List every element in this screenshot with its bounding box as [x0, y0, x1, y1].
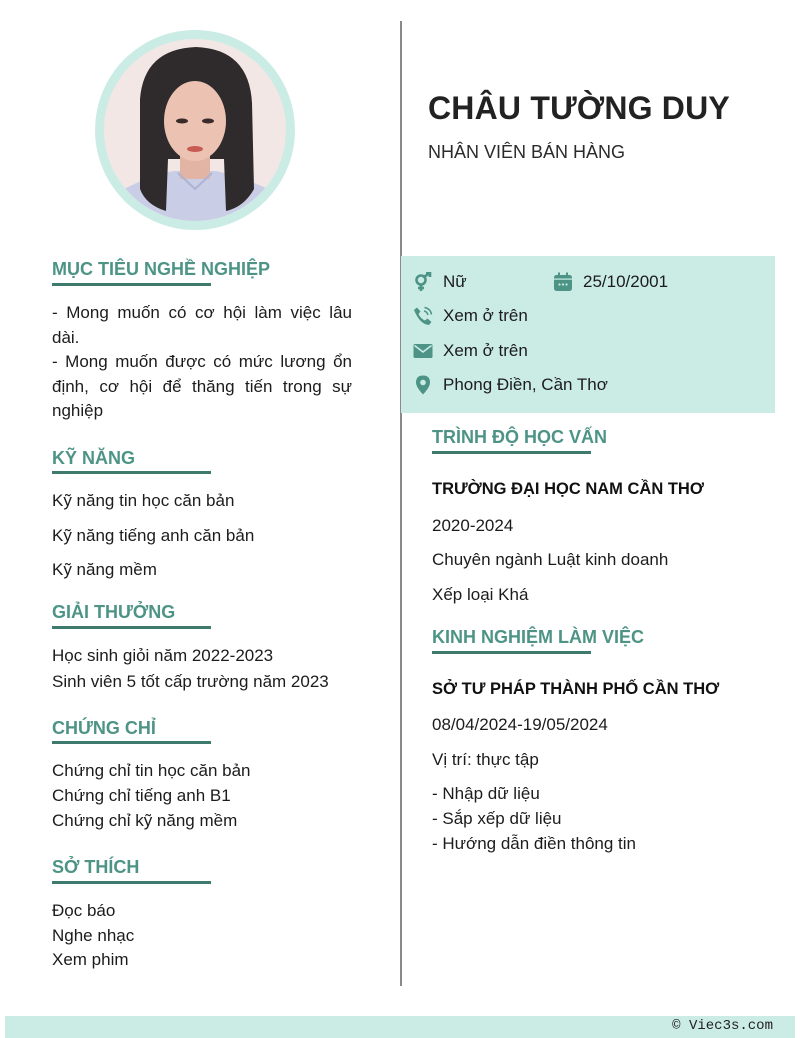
job-title: NHÂN VIÊN BÁN HÀNG [428, 142, 626, 162]
copyright-text: © Viec3s.com [672, 1018, 773, 1034]
education-heading: TRÌNH ĐỘ HỌC VẤN [432, 427, 607, 447]
skills-heading: KỸ NĂNG [52, 448, 136, 468]
certificate-item: Chứng chỉ tin học căn bản [52, 761, 251, 780]
candidate-name: CHÂU TƯỜNG DUY [428, 90, 730, 126]
hobby-item: Đọc báo [52, 901, 116, 920]
contact-gender [413, 272, 467, 292]
contact-address [413, 375, 608, 395]
experience-role: Vị trí: thực tập [432, 750, 539, 769]
awards-heading: GIẢI THƯỞNG [52, 602, 176, 622]
hobbies-underline [52, 881, 211, 884]
experience-task: - Hướng dẫn điền thông tin [432, 834, 636, 853]
hobbies-heading: SỞ THÍCH [52, 857, 140, 877]
footer-bar [5, 1016, 795, 1038]
contact-email [413, 341, 528, 361]
certificate-item: Chứng chỉ tiếng anh B1 [52, 786, 231, 805]
experience-heading: KINH NGHIỆM LÀM VIỆC [432, 627, 645, 647]
objective-line: - Mong muốn có cơ hội làm việc lâu dài. [52, 303, 352, 347]
experience-underline [432, 651, 591, 654]
envelope-icon [413, 341, 433, 361]
experience-period: 08/04/2024-19/05/2024 [432, 715, 608, 734]
hobby-item: Nghe nhạc [52, 926, 135, 945]
school-name: TRƯỜNG ĐẠI HỌC NAM CẦN THƠ [432, 480, 704, 498]
contact-info-box [401, 256, 775, 413]
objective-line: - Mong muốn được có mức lương ổn định, cơ hội để thăng tiến trong sự nghiệp [52, 352, 352, 420]
skill-item: Kỹ năng mềm [52, 560, 157, 579]
experience-task: - Sắp xếp dữ liệu [432, 809, 562, 828]
education-period: 2020-2024 [432, 516, 514, 535]
gender-icon [413, 272, 433, 292]
map-pin-icon [413, 375, 433, 395]
objective-heading: MỤC TIÊU NGHỀ NGHIỆP [52, 259, 271, 279]
column-divider [400, 21, 402, 986]
hobby-item: Xem phim [52, 950, 129, 969]
experience-task: - Nhập dữ liệu [432, 784, 540, 803]
certificates-heading: CHỨNG CHỈ [52, 718, 156, 738]
objective-text [52, 301, 352, 424]
company-name: SỞ TƯ PHÁP THÀNH PHỐ CẦN THƠ [432, 680, 720, 698]
education-major: Chuyên ngành Luật kinh doanh [432, 550, 669, 569]
phone-icon [413, 306, 433, 326]
profile-photo [104, 39, 286, 221]
award-item: Sinh viên 5 tốt cấp trường năm 2023 [52, 672, 329, 691]
contact-birthday [553, 272, 668, 292]
award-item: Học sinh giỏi năm 2022-2023 [52, 646, 274, 665]
objective-underline [52, 283, 211, 286]
skill-item: Kỹ năng tiếng anh căn bản [52, 526, 255, 545]
birthday-value: 25/10/2001 [583, 272, 669, 291]
email-value: Xem ở trên [443, 341, 528, 360]
skills-underline [52, 471, 211, 474]
awards-underline [52, 626, 211, 629]
gender-value: Nữ [443, 272, 467, 291]
avatar [104, 39, 286, 221]
contact-phone [413, 306, 528, 326]
phone-value: Xem ở trên [443, 306, 528, 325]
education-grade: Xếp loại Khá [432, 585, 529, 604]
certificates-underline [52, 741, 211, 744]
calendar-icon [553, 272, 573, 292]
skill-item: Kỹ năng tin học căn bản [52, 491, 235, 510]
education-underline [432, 451, 591, 454]
certificate-item: Chứng chỉ kỹ năng mềm [52, 811, 238, 830]
address-value: Phong Điền, Cần Thơ [443, 375, 608, 394]
